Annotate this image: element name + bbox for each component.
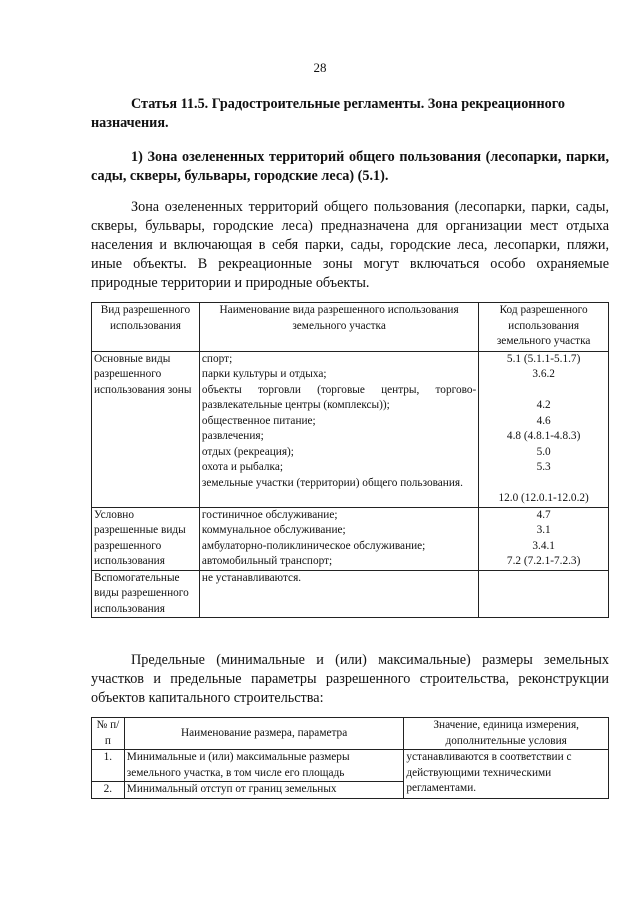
row-number: 1. bbox=[92, 750, 125, 782]
column-header-name: Наименование вида разрешенного использования земельного участка bbox=[199, 303, 478, 352]
use-name: отдых (рекреация); bbox=[201, 445, 294, 458]
intro-paragraph: Зона озелененных территорий общего пользования (лесопарки, парки, сады, скверы, бульвары, городские леса) предназначена для организации мест отдыха населения и включающая в себя парки, сады, городские леса, лесопарки, пляжи, иные объекты. В рекреационные зоны могут включаться особо охраняемые природные территории и природные объекты. bbox=[91, 199, 609, 291]
use-code: 3.1 bbox=[536, 524, 551, 536]
article-heading: Статья 11.5. Градостроительные регламенты. Зона рекреационного назначения. bbox=[91, 96, 565, 131]
use-codes-cell bbox=[479, 507, 609, 570]
use-codes-cell bbox=[479, 351, 609, 507]
use-code: 3.4.1 bbox=[532, 539, 555, 552]
table-header-row bbox=[92, 718, 609, 750]
use-type-cell: Вспомогательные виды разрешенного использования bbox=[92, 570, 200, 618]
use-type-cell: Основные виды разрешенного использования зоны bbox=[92, 351, 200, 507]
use-code: 4.6 bbox=[536, 414, 551, 427]
parameter-value: устанавливаются в соответствии с действующими техническими регламентами. bbox=[404, 750, 609, 799]
table-row bbox=[92, 750, 609, 782]
use-name: спорт; bbox=[201, 352, 233, 365]
column-header-code: Код разрешенного использования земельного участка bbox=[479, 303, 609, 352]
use-code: 4.7 bbox=[536, 508, 551, 521]
use-names-cell bbox=[199, 570, 478, 618]
use-code: 4.8 (4.8.1-4.8.3) bbox=[506, 430, 581, 442]
use-code bbox=[481, 476, 606, 492]
use-code: 5.1 (5.1.1-5.1.7) bbox=[506, 352, 581, 365]
use-name: амбулаторно-поликлиническое обслуживание; bbox=[201, 539, 426, 552]
table-row-conditional bbox=[92, 507, 609, 570]
use-name: охота и рыбалка; bbox=[201, 461, 283, 473]
limits-paragraph: Предельные (минимальные и (или) максимальные) размеры земельных участков и предельные параметры разрешенного строительства, реконструкции объектов капитального строительства: bbox=[91, 652, 609, 706]
use-name: объекты торговли (торговые центры, торгово-развлекательные центры (комплексы)); bbox=[201, 383, 477, 411]
use-name: коммунальное обслуживание; bbox=[201, 524, 346, 536]
use-name: общественное питание; bbox=[201, 414, 316, 427]
permitted-use-table bbox=[91, 302, 609, 618]
use-code bbox=[481, 383, 606, 399]
page-number: 28 bbox=[313, 60, 327, 75]
use-names-cell bbox=[199, 351, 478, 507]
use-code: 5.0 bbox=[536, 445, 551, 458]
column-header-type: Вид разрешенного использования bbox=[92, 303, 200, 352]
table-row-auxiliary bbox=[92, 570, 609, 618]
use-code: 4.2 bbox=[536, 399, 551, 411]
use-type-cell: Условно разрешенные виды разрешенного использования bbox=[92, 507, 200, 570]
use-name: земельные участки (территории) общего пользования. bbox=[201, 476, 463, 489]
zone-heading: 1) Зона озелененных территорий общего пользования (лесопарки, парки, сады, скверы, бульвары, городские леса) (5.1). bbox=[91, 149, 609, 184]
use-code: 3.6.2 bbox=[532, 368, 555, 380]
use-codes-cell bbox=[479, 570, 609, 618]
use-names-cell bbox=[199, 507, 478, 570]
use-name: гостиничное обслуживание; bbox=[201, 508, 338, 521]
use-name: автомобильный транспорт; bbox=[201, 555, 333, 567]
use-name: не устанавливаются. bbox=[201, 571, 302, 584]
use-code: 7.2 (7.2.1-7.2.3) bbox=[506, 555, 581, 567]
table-header-row bbox=[92, 303, 609, 352]
use-code: 5.3 bbox=[536, 461, 551, 473]
use-name: парки культуры и отдыха; bbox=[201, 368, 327, 380]
column-header-value: Значение, единица измерения, дополнительные условия bbox=[404, 718, 609, 750]
parameter-name: Минимальный отступ от границ земельных bbox=[124, 782, 404, 799]
use-name: развлечения; bbox=[201, 430, 264, 442]
column-header-parameter: Наименование размера, параметра bbox=[124, 718, 404, 750]
use-code: 12.0 (12.0.1-12.0.2) bbox=[498, 492, 589, 504]
parameters-table bbox=[91, 717, 609, 799]
column-header-number: № п/п bbox=[92, 718, 125, 750]
parameter-name: Минимальные и (или) максимальные размеры земельного участка, в том числе его площадь bbox=[124, 750, 404, 782]
table-row-main bbox=[92, 351, 609, 507]
row-number: 2. bbox=[92, 782, 125, 799]
